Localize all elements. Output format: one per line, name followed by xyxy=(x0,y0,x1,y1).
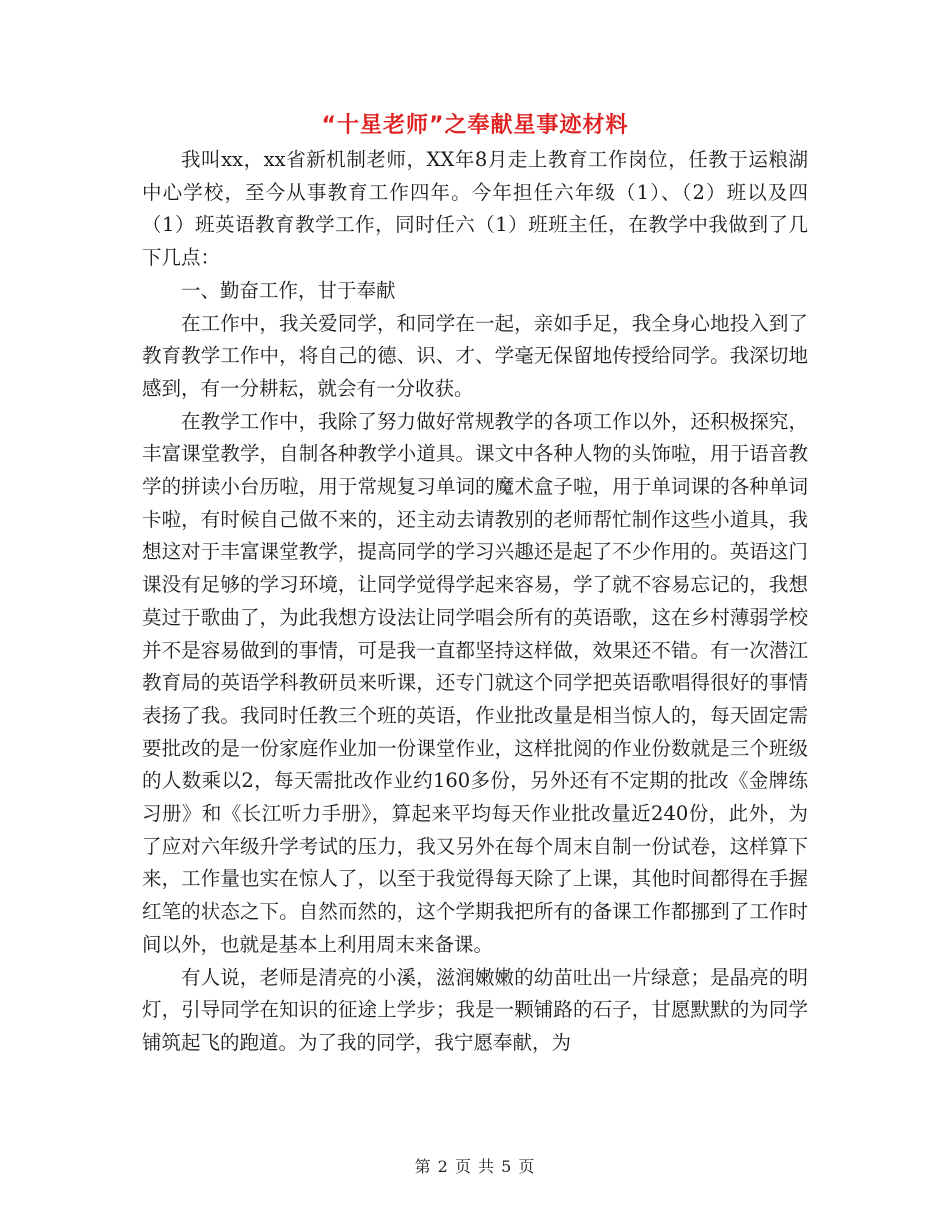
document-body xyxy=(142,144,808,1060)
section-heading: 一、勤奋工作，甘于奉献 xyxy=(181,278,396,302)
page-footer: 第 2 页 共 5 页 xyxy=(414,1157,536,1176)
paragraph-teaching: 在教学工作中，我除了努力做好常规教学的各项工作以外，还积极探究，丰富课堂教学，自制各种教学小道具。课文中各种人物的头饰啦，用于语音教学的拼读小台历啦，用于常规复习单词的魔术盒子啦，用于单词课的各种单词卡啦，有时候自己做不来的，还主动去请教别的老师帮忙制作这些小道具，我想这对于丰富课堂教学，提高同学的学习兴趣还是起了不少作用的。英语这门课没有足够的学习环境，让同学觉得学起来容易，学了就不容易忘记的，我想莫过于歌曲了，为此我想方设法让同学唱会所有的英语歌，这在乡村薄弱学校并不是容易做到的事情，可是我一直都坚持这样做，效果还不错。有一次潜江教育局的英语学科教研员来听课，还专门就这个同学把英语歌唱得很好的事情表扬了我。我同时任教三个班的英语，作业批改量是相当惊人的，每天固定需要批改的是一份家庭作业加一份课堂作业，这样批阅的作业份数就是三个班级的人数乘以2，每天需批改作业约160多份，另外还有不定期的批改《金牌练习册》和《长江听力手册》，算起来平均每天作业批改量近240份，此外，为了应对六年级升学考试的压力，我又另外在每个周末自制一份试卷，这样算下来，工作量也实在惊人了，以至于我觉得每天除了上课，其他时间都得在手握红笔的状态之下。自然而然的，这个学期我把所有的备课工作都挪到了工作时间以外，也就是基本上利用周末来备课。 xyxy=(142,409,808,956)
document-title: “十星老师”之奉献星事迹材料 xyxy=(321,113,629,138)
paragraph-dedication: 有人说，老师是清亮的小溪，滋润嫩嫩的幼苗吐出一片绿意；是晶亮的明灯，引导同学在知识的征途上学步；我是一颗铺路的石子，甘愿默默的为同学铺筑起飞的跑道。为了我的同学，我宁愿奉献，为 xyxy=(142,965,808,1054)
paragraph-care: 在工作中，我关爱同学，和同学在一起，亲如手足，我全身心地投入到了教育教学工作中，将自己的德、识、才、学毫无保留地传授给同学。我深切地感到，有一分耕耘，就会有一分收获。 xyxy=(142,311,808,400)
paragraph-intro: 我叫xx，xx省新机制老师，XX年8月走上教育工作岗位，任教于运粮湖中心学校，至今从事教育工作四年。今年担任六年级（1）、（2）班以及四（1）班英语教育教学工作，同时任六（1）班班主任，在教学中我做到了几下几点： xyxy=(142,148,808,270)
